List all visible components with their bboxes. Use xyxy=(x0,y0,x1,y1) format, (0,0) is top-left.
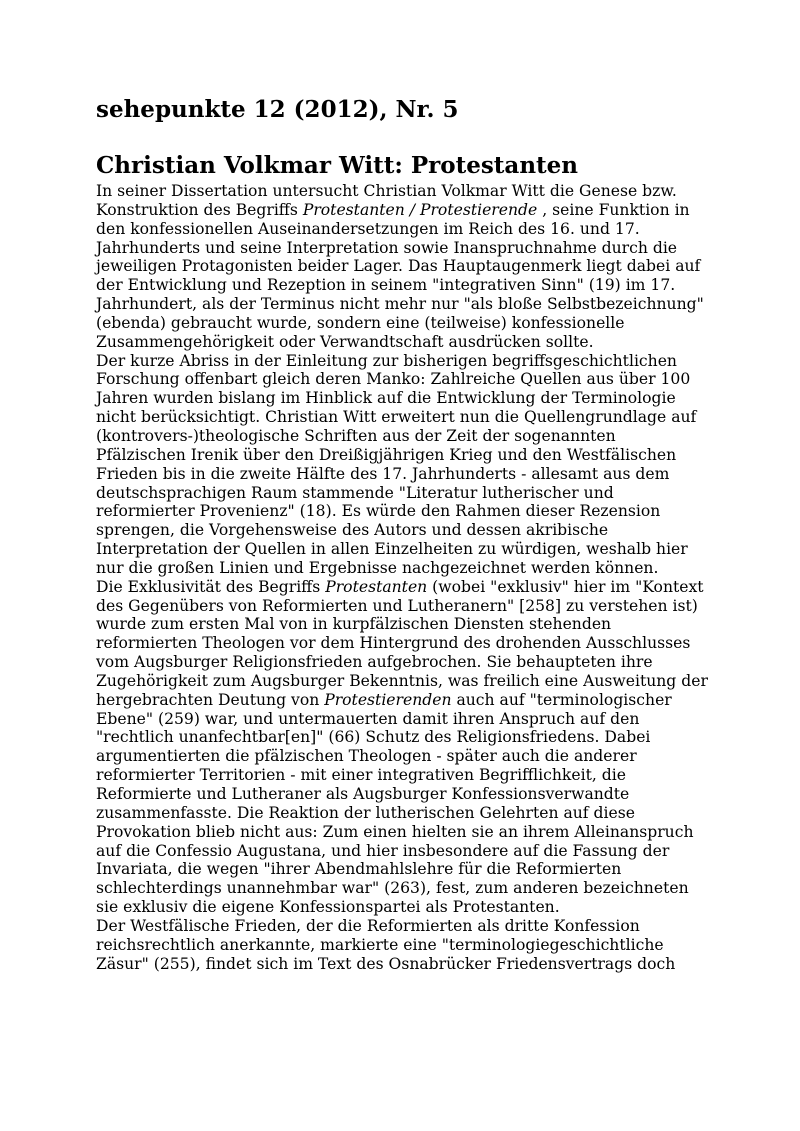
paragraph-1-text-b: , seine Funktion in den konfessionellen Auseinandersetzungen im Reich des 16. und 17. Jahrhunderts und seine Interpretation sowie Inanspruchnahme durch die jeweiligen Protagonisten beider Lager. Das Hauptaugenmerk liegt dabei auf der Entwicklung und Rezeption in seinem "integrativen Sinn" (19) im 17. Jahrhundert, als der Terminus nicht mehr nur "als bloße Selbstbezeichnung" (ebenda) gebraucht wurde, sondern eine (teilweise) konfessionelle Zusammengehörigkeit oder Verwandtschaft ausdrücken sollte. xyxy=(96,200,704,351)
paragraph-1-emphasis: Protestanten / Protestierende xyxy=(302,200,538,219)
paragraph-4: Der Westfälische Frieden, der die Reformierten als dritte Konfession reichsrechtlich anerkannte, markierte eine "terminologiegeschichtliche Zäsur" (255), findet sich im Text des Osnabrücker Friedensvertrags doch xyxy=(96,916,676,973)
paragraph-2: Der kurze Abriss in der Einleitung zur bisherigen begriffsgeschichtlichen Forschung offenbart gleich deren Manko: Zahlreiche Quellen aus über 100 Jahren wurden bislang im Hinblick auf die Entwicklung der Terminologie nicht berücksichtigt. Christian Witt erweitert nun die Quellengrundlage auf (kontrovers-)theologische Schriften aus der Zeit der sogenannten Pfälzischen Irenik über den Dreißigjährigen Krieg und den Westfälischen Frieden bis in die zweite Hälfte des 17. Jahrhunderts - allesamt aus dem deutschsprachigen Raum stammende "Literatur lutherischer und reformierter Provenienz" (18). Es würde den Rahmen dieser Rezension sprengen, die Vorgehensweise des Autors und dessen akribische Interpretation der Quellen in allen Einzelheiten zu würdigen, weshalb hier nur die großen Linien und Ergebnisse nachgezeichnet werden können. xyxy=(96,351,697,577)
paragraph-3-text-a: Die Exklusivität des Begriffs xyxy=(96,577,326,596)
journal-issue-heading: sehepunkte 12 (2012), Nr. 5 xyxy=(96,96,459,123)
paragraph-3-text-b: (wobei "exklusiv" hier im "Kontext des Gegenübers von Reformierten und Lutheranern" [258] zu verstehen ist) wurde zum ersten Mal von in kurpfälzischen Diensten stehenden reformierten Theologen vor dem Hintergrund des drohenden Ausschlusses vom Augsburger Religionsfrieden aufgebrochen. Sie behaupteten ihre Zugehörigkeit zum Augsburger Bekenntnis, was freilich eine Ausweitung der hergebrachten Deutung von xyxy=(96,577,708,709)
paragraph-3-emphasis-2: Protestierenden xyxy=(324,690,452,709)
paragraph-3 xyxy=(96,578,708,917)
paragraph-1-text-a: In seiner Dissertation untersucht Christian Volkmar Witt die Genese bzw. Konstruktion des Begriffs xyxy=(96,182,677,219)
review-title: Christian Volkmar Witt: Protestanten xyxy=(96,152,579,179)
paragraph-3-text-c: auch auf "terminologischer Ebene" (259) war, und untermauerten damit ihren Anspruch auf den "rechtlich unanfechtbar[en]" (66) Schutz des Religionsfriedens. Dabei argumentierten die pfälzischen Theologen - später auch die anderer reformierter Territorien - mit einer integrativen Begrifflichkeit, die Reformierte und Lutheraner als Augsburger Konfessionsverwandte zusammenfasste. Die Reaktion der lutherischen Gelehrten auf diese Provokation blieb nicht aus: Zum einen hielten sie an ihrem Alleinanspruch auf die Confessio Augustana, und hier insbesondere auf die Fassung der Invariata, die wegen "ihrer Abendmahlslehre für die Reformierten schlechterdings unannehmbar war" (263), fest, zum anderen bezeichneten sie exklusiv die eigene Konfessionspartei als Protestanten. xyxy=(96,690,694,917)
paragraph-3-emphasis-1: Protestanten xyxy=(325,577,428,596)
paragraph-1 xyxy=(96,182,708,352)
review-body xyxy=(96,182,708,973)
